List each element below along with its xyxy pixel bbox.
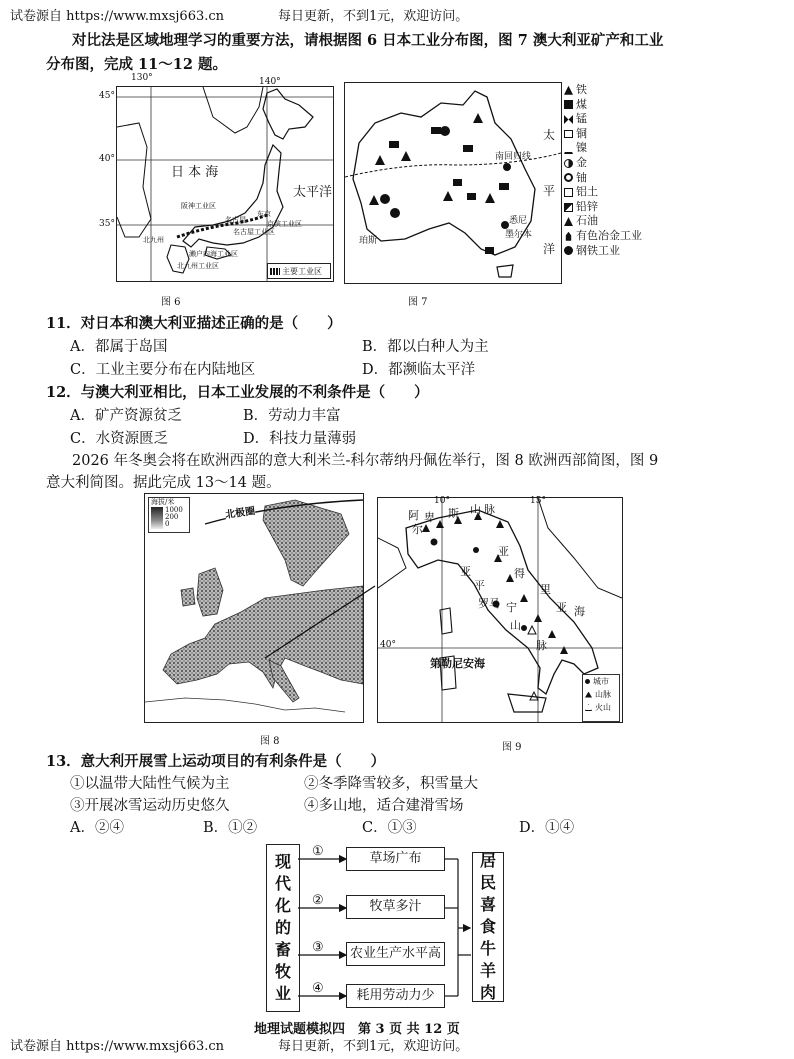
region-kitakyushu: 北九州工业区 <box>177 262 219 270</box>
right-char-6: 羊 <box>479 961 496 980</box>
intro2-line1: 2026 年冬奥会将在欧洲西部的意大利米兰-科尔蒂纳丹佩佐举行，图 8 欧洲西部简图，图 9 <box>72 453 659 469</box>
fig8-legend-title: 海拔/米 <box>151 498 175 506</box>
alps-char-5: 山 <box>470 503 481 516</box>
left-char-1: 现 <box>274 852 291 871</box>
fig7-legend <box>564 83 642 258</box>
q11-stem: 11．对日本和澳大利亚描述正确的是（ ） <box>46 315 342 332</box>
iron-icon <box>564 86 573 95</box>
flow-box-pasture: 草场广布 <box>346 847 445 871</box>
ocean-char-3: 洋 <box>543 242 556 256</box>
flow-right-box <box>472 852 504 1002</box>
lon-140-label: 140° <box>259 77 281 87</box>
q13-option-c[interactable]: C．①③ <box>362 820 417 836</box>
q11-option-a[interactable]: A．都属于岛国 <box>70 339 168 355</box>
q13-option-d[interactable]: D．①④ <box>519 820 575 836</box>
lead-zinc-icon <box>564 203 573 212</box>
fig8-legend <box>148 497 190 533</box>
legend-mountain: 山脉 <box>583 688 619 701</box>
legend-manganese: 锰 <box>564 112 642 127</box>
header-source: 试卷源自 https://www.mxsj663.cn <box>10 9 225 24</box>
legend-gold: 金 <box>564 156 642 171</box>
tyrrhenian-sea-label: 第勒尼安海 <box>430 657 485 670</box>
connector-line <box>260 582 380 662</box>
legend-steel: 钢铁工业 <box>564 244 642 259</box>
figure-9-italy-map <box>377 497 623 723</box>
fig9-lon-15: 15° <box>530 496 546 506</box>
intro2-line2: 意大利简图。据此完成 13～14 题。 <box>46 475 281 491</box>
fig6-legend-label: 主要工业区 <box>282 266 322 276</box>
legend-uranium: 铀 <box>564 171 642 186</box>
footer-page-number: 地理试题模拟四 第 3 页 共 12 页 <box>254 1022 460 1037</box>
left-char-2: 代 <box>274 874 291 893</box>
right-char-2: 民 <box>479 873 496 892</box>
left-char-4: 的 <box>274 918 291 937</box>
footer-source: 试卷源自 https://www.mxsj663.cn <box>10 1039 225 1054</box>
q13-option-b[interactable]: B．①② <box>203 820 258 836</box>
q12-option-a[interactable]: A．矿产资源贫乏 <box>70 408 182 424</box>
tropic-label: 南回归线 <box>495 152 532 162</box>
q13-statement-4: ④多山地，适合建滑雪场 <box>304 798 464 814</box>
right-char-3: 喜 <box>479 895 496 914</box>
legend-oil: 石油 <box>564 214 642 229</box>
city-melbourne: 墨尔本 <box>505 230 533 240</box>
flow-num-3: ③ <box>312 940 324 955</box>
alps-char-6: 脉 <box>484 503 495 516</box>
q13-statement-3: ③开展冰雪运动历史悠久 <box>70 798 230 814</box>
q13-statement-1: ①以温带大陆性气候为主 <box>70 776 230 792</box>
left-char-3: 化 <box>274 896 291 915</box>
intro1-line2: 分布图，完成 11～12 题。 <box>46 56 227 73</box>
bauxite-icon <box>564 188 573 197</box>
elevation-scale-bar <box>151 507 163 529</box>
city-nagoya: 名古屋 <box>225 216 246 224</box>
left-char-7: 业 <box>274 984 291 1003</box>
q13-option-a[interactable]: A．②④ <box>70 820 124 836</box>
legend-bauxite: 铝土 <box>564 185 642 200</box>
alps-char-3: 卑 <box>424 511 435 524</box>
lat-35-label: 35° <box>99 219 115 229</box>
australia-map-svg <box>345 83 561 283</box>
gold-icon <box>564 159 573 168</box>
q13-stem: 13．意大利开展雪上运动项目的有利条件是（ ） <box>46 753 386 770</box>
flow-num-2: ② <box>312 893 324 908</box>
flow-box-agriculture: 农业生产水平高 <box>346 942 445 966</box>
legend-coal: 煤 <box>564 98 642 113</box>
flow-box-labor: 耗用劳动力少 <box>346 984 445 1008</box>
legend-iron: 铁 <box>564 83 642 98</box>
adriatic-char-2: 得 <box>514 567 525 580</box>
adriatic-char-3: 里 <box>540 583 551 596</box>
q13-statement-2: ②冬季降雪较多，积雪量大 <box>304 776 478 792</box>
q12-option-c[interactable]: C．水资源匮乏 <box>70 431 169 447</box>
industry-area-icon <box>270 268 280 275</box>
right-char-5: 牛 <box>479 939 496 958</box>
apennine-char-4: 山 <box>510 619 521 632</box>
alps-char-4: 斯 <box>448 507 459 520</box>
region-setouchi: 濑户内海工业区 <box>189 250 238 258</box>
ocean-char-1: 太 <box>543 128 556 142</box>
footer-notice: 每日更新，不到1元，欢迎访问。 <box>278 1039 469 1054</box>
city-icon <box>585 679 590 684</box>
figure-7-australia-map <box>344 82 562 284</box>
adriatic-char-5: 海 <box>574 605 585 618</box>
rome-label: 罗马 <box>478 597 500 610</box>
q12-option-d[interactable]: D．科技力量薄弱 <box>243 431 357 447</box>
legend-lead-zinc: 铅锌 <box>564 200 642 215</box>
adriatic-char-1: 亚 <box>498 545 509 558</box>
city-tokyo: 东京 <box>257 210 271 218</box>
mountain-icon <box>585 692 592 698</box>
volcano-icon <box>585 704 592 711</box>
pacific-label: 太平洋 <box>293 185 333 200</box>
flow-num-4: ④ <box>312 981 324 996</box>
figure-6-caption: 图 6 <box>161 297 181 308</box>
q11-option-c[interactable]: C．工业主要分布在内陆地区 <box>70 362 256 378</box>
legend-copper: 铜 <box>564 127 642 142</box>
fig9-lat-40: 40° <box>380 640 396 650</box>
uranium-icon <box>564 173 573 182</box>
figure-8-caption: 图 8 <box>260 736 280 747</box>
apennine-char-2: 平 <box>474 579 485 592</box>
q11-option-b[interactable]: B．都以白种人为主 <box>362 339 489 355</box>
steel-industry-icon <box>564 246 573 255</box>
figure-6-japan-map <box>99 73 334 282</box>
city-kitakyushu: 北九州 <box>143 236 164 244</box>
nickel-icon <box>564 143 573 154</box>
elev-0: 0 <box>165 520 170 528</box>
right-char-7: 肉 <box>479 983 496 1002</box>
city-perth: 珀斯 <box>359 236 378 246</box>
alps-char-1: 阿 <box>408 509 419 522</box>
flow-num-1: ① <box>312 844 324 859</box>
city-sydney: 悉尼 <box>509 216 528 226</box>
apennine-char-5: 脉 <box>536 639 547 652</box>
elev-1000: 1000 <box>165 506 183 514</box>
fig6-legend <box>267 263 331 279</box>
lat-45-label: 45° <box>99 91 115 101</box>
flow-left-box <box>266 844 300 1012</box>
nonferrous-industry-icon <box>564 232 573 241</box>
legend-nickel: 镍 <box>564 141 642 156</box>
left-char-6: 牧 <box>274 962 291 981</box>
legend-volcano: 火山 <box>583 701 619 714</box>
copper-icon <box>564 130 573 138</box>
legend-nonferrous: 有色冶金工业 <box>564 229 642 244</box>
adriatic-char-4: 亚 <box>556 601 567 614</box>
elev-200: 200 <box>165 513 179 521</box>
right-char-1: 居 <box>479 851 496 870</box>
right-char-4: 食 <box>479 917 496 936</box>
manganese-icon <box>564 115 573 124</box>
left-char-5: 畜 <box>274 940 291 959</box>
header-notice: 每日更新，不到1元，欢迎访问。 <box>278 9 469 24</box>
apennine-char-3: 宁 <box>506 601 517 614</box>
coal-icon <box>564 100 573 109</box>
region-keihin: 京滨工业区 <box>267 220 302 228</box>
oil-icon <box>564 217 573 226</box>
intro1-line1: 对比法是区域地理学习的重要方法，请根据图 6 日本工业分布图，图 7 澳大利亚矿产和工业 <box>72 32 664 49</box>
figure-7-caption: 图 7 <box>408 297 428 308</box>
fig9-lon-10: 10° <box>434 496 450 506</box>
flow-box-forage: 牧草多汁 <box>346 895 445 919</box>
ocean-char-2: 平 <box>543 184 556 198</box>
figure-9-caption: 图 9 <box>502 742 522 753</box>
q12-stem: 12．与澳大利亚相比，日本工业发展的不利条件是（ ） <box>46 384 429 401</box>
alps-char-2: 尔 <box>412 523 423 536</box>
sea-of-japan-label: 日 本 海 <box>171 165 219 180</box>
apennine-char-1: 亚 <box>460 565 471 578</box>
arctic-circle-label: 北极圈 <box>224 502 256 521</box>
lon-130-label: 130° <box>131 73 153 83</box>
q11-option-d[interactable]: D．都濒临太平洋 <box>362 362 476 378</box>
legend-city: 城市 <box>583 675 619 688</box>
region-nagoya: 名古屋工业区 <box>233 228 275 236</box>
region-hanshin: 阪神工业区 <box>181 202 216 210</box>
fig9-legend <box>582 674 620 722</box>
lat-40-label: 40° <box>99 154 115 164</box>
q12-option-b[interactable]: B．劳动力丰富 <box>243 408 341 424</box>
